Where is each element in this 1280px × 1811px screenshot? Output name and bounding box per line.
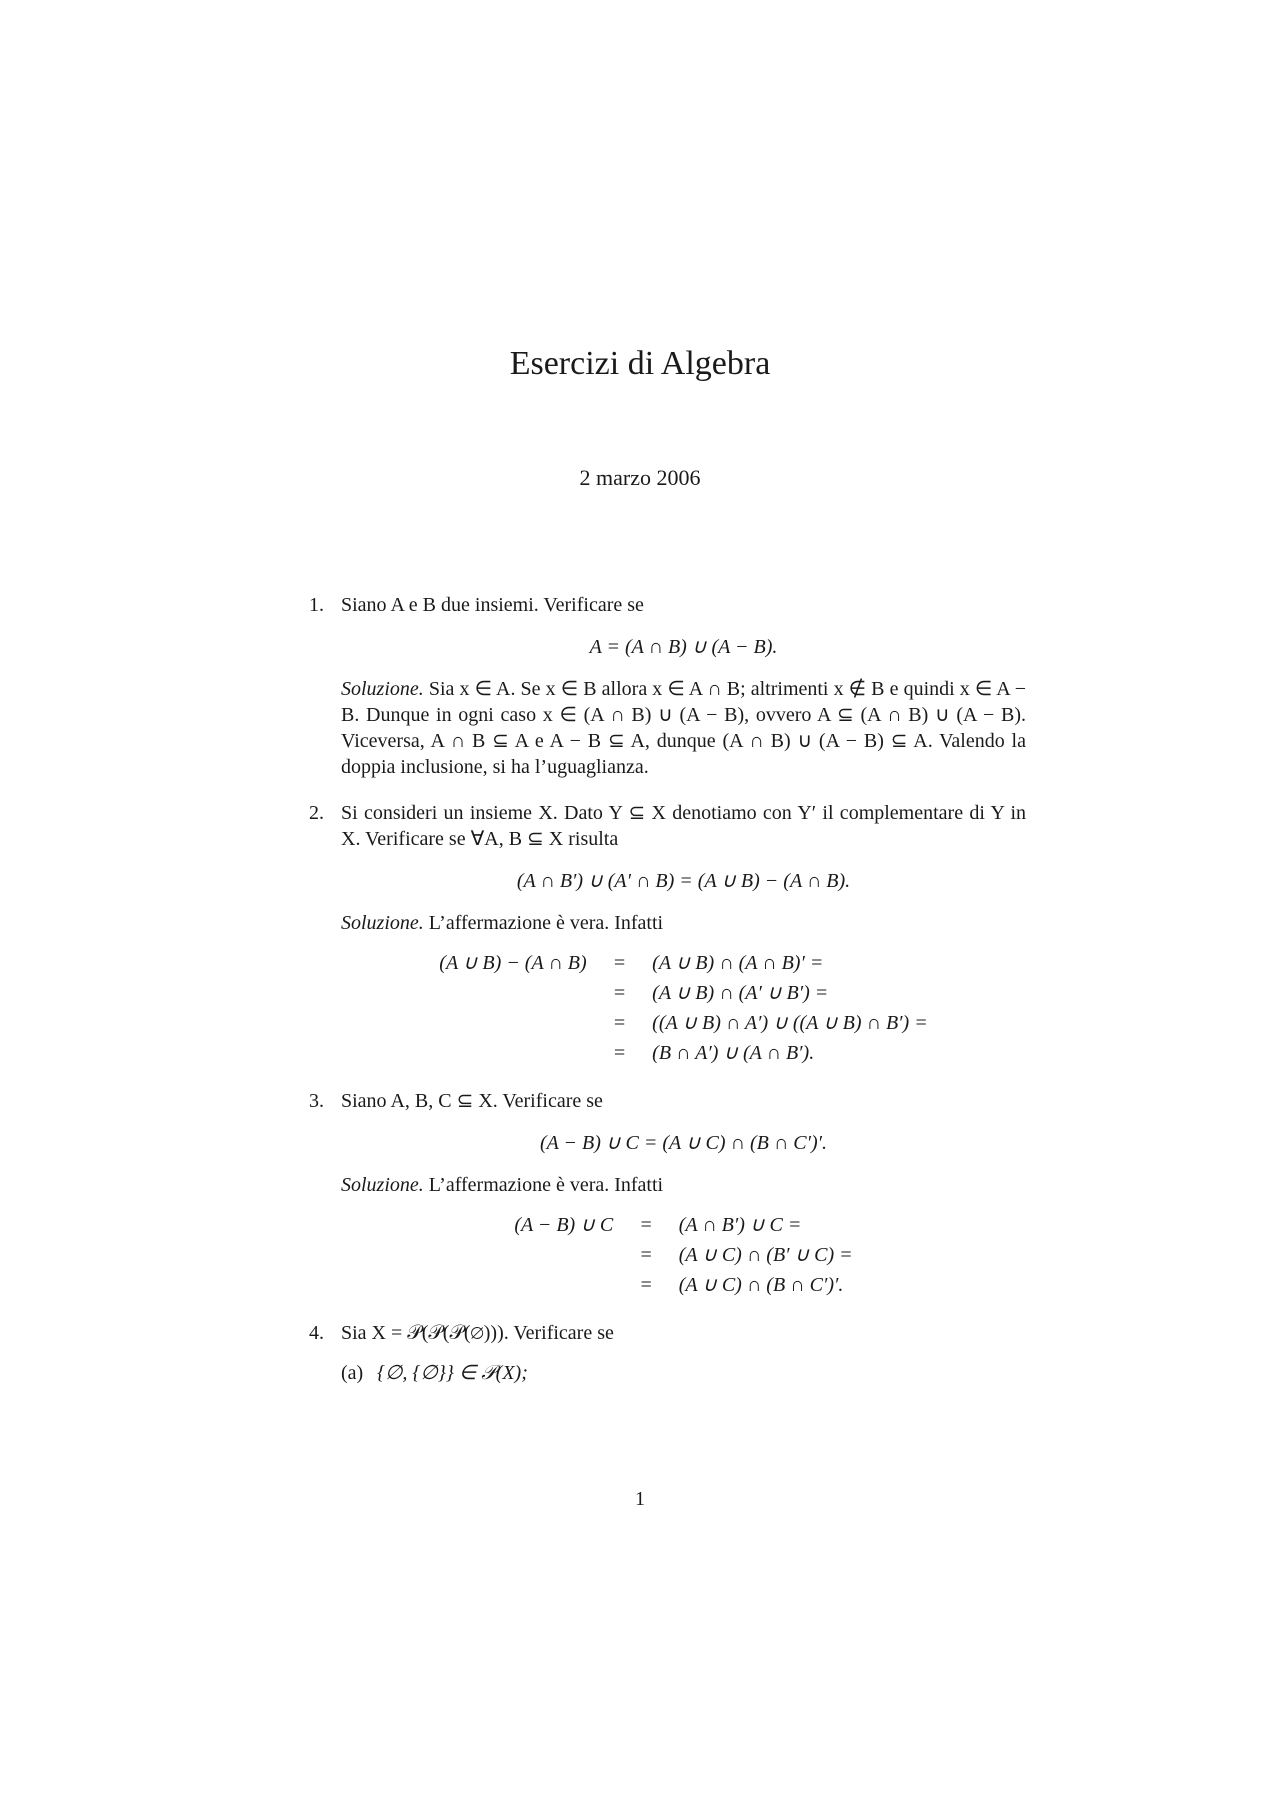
- document-date: 2 marzo 2006: [579, 465, 701, 490]
- exercise-number: 2.: [309, 802, 324, 824]
- exercise-3: [309, 1088, 1026, 1300]
- derivation-rhs: (B ∩ A′) ∪ (A ∩ B′).: [652, 1042, 815, 1064]
- derivation-lhs: [431, 1008, 594, 1038]
- derivation-relation: =: [639, 1244, 653, 1266]
- derivation-lhs: [431, 978, 594, 1008]
- derivation-rhs: (A ∪ C) ∩ (B ∩ C′)′.: [678, 1274, 844, 1296]
- exercise-1: [309, 592, 1026, 780]
- derivation-rhs: (A ∪ C) ∩ (B′ ∪ C) =: [678, 1244, 853, 1266]
- derivation-row: [506, 1270, 860, 1300]
- solution-paragraph: [341, 1172, 1026, 1198]
- exercise-number: 3.: [309, 1090, 324, 1112]
- display-equation: (A ∩ B′) ∪ (A′ ∩ B) = (A ∪ B) − (A ∩ B).: [516, 870, 851, 892]
- sub-item-text: {∅, {∅}} ∈ 𝒫(X);: [377, 1362, 528, 1384]
- exercise-2: [309, 800, 1026, 1068]
- display-equation: (A − B) ∪ C = (A ∪ C) ∩ (B ∩ C′)′.: [539, 1132, 828, 1154]
- derivation-rhs: (A ∪ B) ∩ (A ∩ B)′ =: [652, 952, 824, 974]
- derivation-lhs: (A − B) ∪ C: [514, 1214, 614, 1236]
- page-number: 1: [635, 1488, 645, 1510]
- derivation-lhs: [506, 1270, 621, 1300]
- sub-item-label: (a): [341, 1362, 364, 1384]
- exercise-statement: Siano A, B, C ⊆ X. Verificare se: [341, 1090, 603, 1112]
- sub-item-a: [341, 1360, 1026, 1386]
- document-title: Esercizi di Algebra: [509, 345, 771, 382]
- solution-label: Soluzione.: [341, 1174, 424, 1196]
- derivation-lhs: (A ∪ B) − (A ∩ B): [439, 952, 587, 974]
- derivation-row: [506, 1210, 860, 1240]
- solution-text: L’affermazione è vera. Infatti: [428, 1174, 664, 1196]
- derivation-row: [431, 948, 935, 978]
- derivation-relation: =: [612, 982, 627, 1004]
- derivation-rhs: (A ∩ B′) ∪ C =: [678, 1214, 802, 1236]
- aligned-derivation: [506, 1210, 860, 1300]
- solution-text: L’affermazione è vera. Infatti: [428, 912, 664, 934]
- solution-paragraph: [341, 910, 1026, 936]
- derivation-row: [506, 1240, 860, 1270]
- exercise-list: [309, 592, 1026, 1406]
- aligned-derivation: [431, 948, 935, 1068]
- derivation-relation: =: [612, 952, 627, 974]
- derivation-relation: =: [612, 1042, 627, 1064]
- solution-text: Sia x ∈ A. Se x ∈ B allora x ∈ A ∩ B; altrimenti x ∉ B e quindi x ∈ A − B. Dunque in ogni caso x ∈ (A ∩ B) ∪ (A − B), ovvero A ⊆ (A ∩ B) ∪ (A − B). Viceversa, A ∩ B ⊆ A e A − B ⊆ A, dunque (A ∩ B) ∪ (A − B) ⊆ A. Valendo la doppia inclusione, si ha l’uguaglianza.: [341, 678, 1026, 778]
- exercise-number: 1.: [309, 594, 324, 616]
- solution-label: Soluzione.: [341, 678, 424, 700]
- exercise-statement: Siano A e B due insiemi. Verificare se: [341, 594, 644, 616]
- derivation-rhs: ((A ∪ B) ∩ A′) ∪ ((A ∪ B) ∩ B′) =: [652, 1012, 928, 1034]
- derivation-row: [431, 978, 935, 1008]
- derivation-lhs: [431, 1038, 594, 1068]
- display-equation: A = (A ∩ B) ∪ (A − B).: [589, 636, 778, 658]
- derivation-lhs: [506, 1240, 621, 1270]
- derivation-relation: =: [612, 1012, 627, 1034]
- exercise-number: 4.: [309, 1322, 324, 1344]
- exercise-statement: Sia X = 𝒫(𝒫(𝒫(∅))). Verificare se: [341, 1322, 614, 1344]
- derivation-relation: =: [639, 1214, 653, 1236]
- exercise-4: [309, 1320, 1026, 1386]
- derivation-row: [431, 1038, 935, 1068]
- exercise-statement: Si consideri un insieme X. Dato Y ⊆ X denotiamo con Y′ il complementare di Y in X. Verificare se ∀A, B ⊆ X risulta: [341, 802, 1026, 850]
- derivation-rhs: (A ∪ B) ∩ (A′ ∪ B′) =: [652, 982, 829, 1004]
- derivation-relation: =: [639, 1274, 653, 1296]
- derivation-row: [431, 1008, 935, 1038]
- solution-label: Soluzione.: [341, 912, 424, 934]
- solution-paragraph: [341, 676, 1026, 780]
